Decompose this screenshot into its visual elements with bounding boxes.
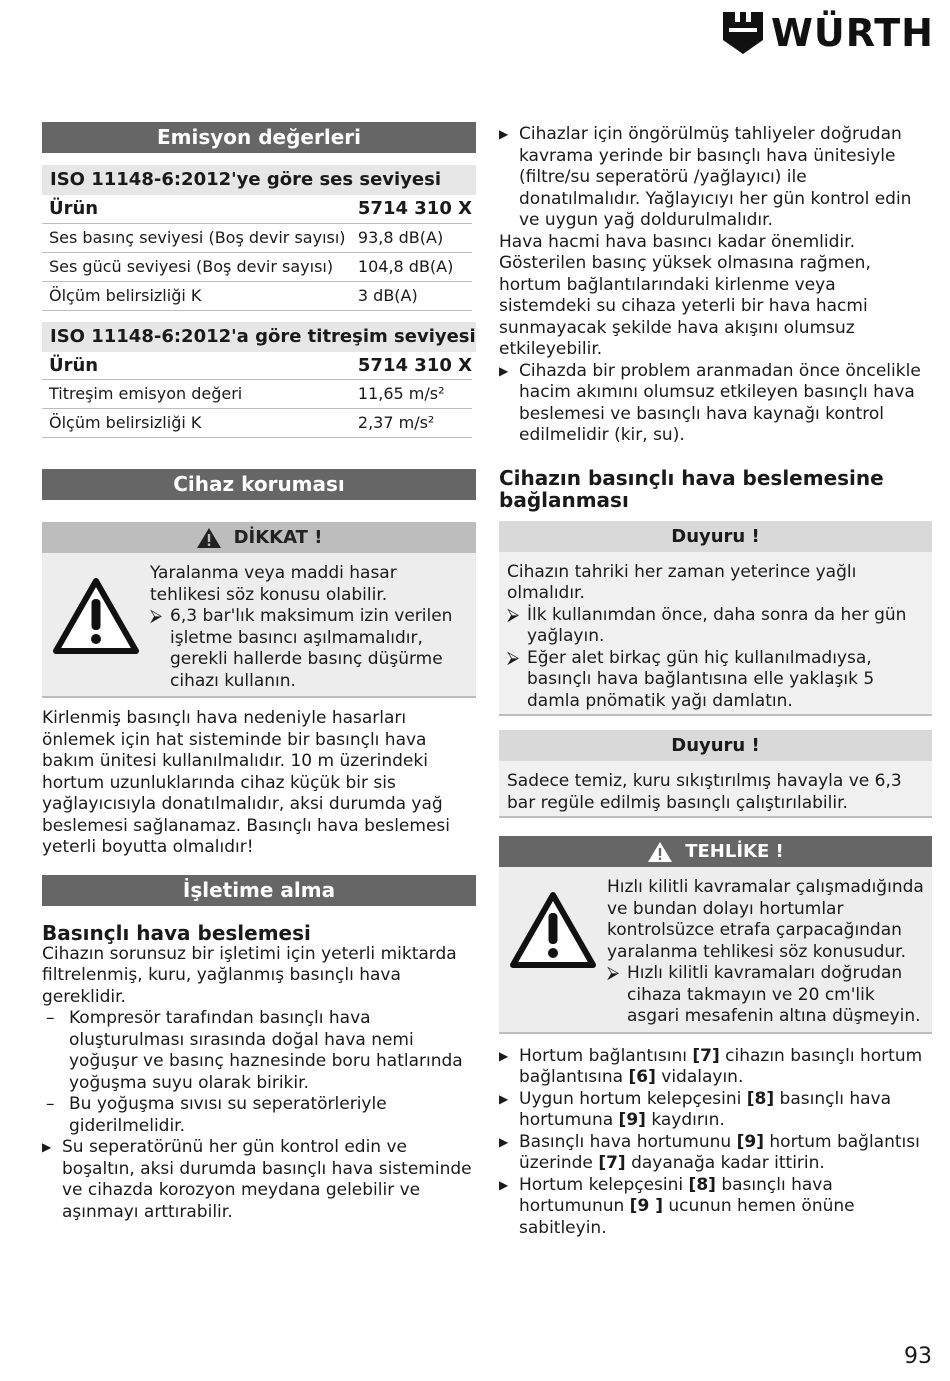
notice-text: Cihazın tahriki her zaman yeterince yağlı olmalıdır. [507, 561, 857, 603]
triangle-bullet-icon: ▶ [499, 363, 509, 378]
brand-name: WÜRTH [770, 11, 934, 55]
chevron-right-icon: ⮚ [507, 604, 520, 625]
notice-header: Duyuru ! [499, 521, 932, 552]
triangle-bullet-icon: ▶ [499, 1134, 509, 1149]
startup-section-title: İşletime alma [42, 875, 476, 906]
dash-marker: – [46, 1008, 55, 1028]
arrow-item-text: Cihazlar için öngörülmüş tahliyeler doğrudan kavrama yerinde bir basınçlı hava ünitesiyle (filtre/su seperatörü /yağlayıcı) ile donatılmalıdır. Yağlayıcıyı her gün kontrol edin ve uygun yağ doldurulmalıdır. [519, 124, 912, 230]
wurth-logo-icon [723, 12, 763, 54]
chevron-right-icon: ⮚ [607, 963, 620, 983]
step-text: Basınçlı hava hortumunu [9] hortum bağlantısı üzerinde [7] dayanağa kadar ittirin. [519, 1131, 920, 1173]
chevron-right-icon: ⮚ [150, 606, 163, 626]
steps-list [499, 1046, 932, 1240]
danger-item: Hızlı kilitli kavramaları doğrudan cihaza takmayın ve 20 cm'lik asgari mesafenin altına düşmeyin. [627, 963, 921, 1026]
triangle-bullet-icon: ▶ [42, 1140, 52, 1154]
step-text: Uygun hortum kelepçesini [8] basınçlı hava hortumuna [9] kaydırın. [519, 1088, 891, 1130]
row-value: 3 dB(A) [354, 281, 472, 310]
protection-paragraph: Kirlenmiş basınçlı hava nedeniyle hasarları önlemek için hat sisteminde bir basınçlı hava bakım ünitesi kullanılmalıdır. 10 m üzerindeki hortum uzunluklarında cihaz küçük bir sis yağlayıcısıyla donatılmalıdır, aksi durumda yağ beslemesi sağlanamaz. Basınçlı hava beslemesi yeterli boyutta olmalıdır! [42, 708, 450, 857]
list-item [150, 606, 470, 692]
table-row [42, 223, 472, 252]
product-value: 5714 310 X [354, 352, 472, 380]
list-item [499, 124, 932, 232]
list-item [507, 605, 924, 648]
list-item [499, 1089, 932, 1132]
danger-body [499, 867, 932, 1034]
row-value: 104,8 dB(A) [354, 252, 472, 281]
air-supply-intro: Cihazın sorunsuz bir işletimi için yeterli miktarda filtrelenmiş, kuru, yağlanmış basınçlı hava gereklidir. [42, 943, 457, 1007]
row-value: 11,65 m/s² [354, 380, 472, 409]
list-item [499, 1132, 932, 1175]
warning-sign-icon [52, 577, 140, 655]
notice-text: Sadece temiz, kuru sıkıştırılmış havayla ve 6,3 bar regüle edilmiş basınçlı çalıştırılabilir. [507, 771, 902, 813]
dash-item-text: Bu yoğuşma sıvısı su seperatörleriyle giderilmelidir. [69, 1094, 387, 1136]
caution-text [150, 563, 476, 692]
device-protection-title: Cihaz koruması [42, 469, 476, 500]
row-label: Ses basınç seviyesi (Boş devir sayısı) [42, 223, 354, 252]
notice-item: Eğer alet birkaç gün hiç kullanılmadıysa, basınçlı hava bağlantısına elle yaklaşık 5 damla pnömatik yağı damlatın. [527, 647, 875, 711]
danger-label: TEHLİKE ! [685, 840, 784, 862]
triangle-bullet-icon: ▶ [499, 1091, 509, 1106]
notice-header: Duyuru ! [499, 730, 932, 761]
page-number: 93 [904, 1343, 932, 1369]
brand-logo [723, 12, 934, 54]
vibration-level-table [42, 352, 472, 439]
product-label: Ürün [42, 195, 354, 223]
caution-header [42, 522, 476, 553]
arrow-item-text: Cihazda bir problem aranmadan önce öncelikle hacim akımını olumsuz etkileyen basınçlı hava beslemesi ve basınçlı hava kaynağı kontrol edilmelidir (kir, su). [519, 360, 921, 445]
caution-icon-wrap [42, 563, 150, 692]
dash-marker: – [46, 1094, 55, 1114]
air-volume-paragraph: Hava hacmi hava basıncı kadar önemlidir. Gösterilen basınç yüksek olmasına rağmen, hortum bağlantılarındaki kirlenme veya sistemdeki su cihaza yeterli bir hava hacmi sunmayacak şekilde hava akışını olumsuz etkileyebilir. [499, 231, 871, 359]
caution-intro: Yaralanma veya maddi hasar tehlikesi söz konusu olabilir. [150, 563, 397, 605]
list-item [499, 361, 932, 447]
list-item [499, 1046, 932, 1089]
sound-level-heading: ISO 11148-6:2012'ye göre ses seviyesi [42, 165, 476, 195]
danger-text [607, 877, 932, 1028]
arrow-item-text: Su seperatörünü her gün kontrol edin ve boşaltın, aksi durumda basınçlı hava sisteminde ve cihazda korozyon meydana gelebilir ve aşınmayı arttırabilir. [62, 1137, 472, 1222]
right-column [499, 124, 932, 1239]
row-label: Ölçüm belirsizliği K [42, 409, 354, 438]
table-row [42, 380, 472, 409]
notice-item: İlk kullanımdan önce, daha sonra da her gün yağlayın. [527, 604, 907, 646]
row-label: Ölçüm belirsizliği K [42, 281, 354, 310]
step-text: Hortum bağlantısını [7] cihazın basınçlı hortum bağlantısına [6] vidalayın. [519, 1045, 923, 1087]
triangle-bullet-icon: ▶ [499, 1048, 509, 1063]
triangle-bullet-icon: ▶ [499, 1177, 509, 1192]
list-item [607, 963, 926, 1028]
row-label: Titreşim emisyon değeri [42, 380, 354, 409]
warning-triangle-icon [647, 841, 673, 863]
warning-sign-icon [509, 891, 597, 969]
table-row [42, 352, 472, 380]
list-item [42, 1137, 476, 1223]
triangle-bullet-icon: ▶ [499, 127, 509, 141]
list-item [507, 648, 924, 713]
warning-triangle-icon [196, 527, 222, 549]
caution-item: 6,3 bar'lık maksimum izin verilen işletme basıncı aşılmamalıdır, gerekli hallerde basınç düşürme cihazı kullanın. [170, 606, 453, 691]
notice-body [499, 552, 932, 717]
list-item [42, 1094, 476, 1137]
left-column [42, 122, 476, 1223]
row-value: 2,37 m/s² [354, 409, 472, 438]
row-value: 93,8 dB(A) [354, 223, 472, 252]
row-label: Ses gücü seviyesi (Boş devir sayısı) [42, 252, 354, 281]
emission-section-title: Emisyon değerleri [42, 122, 476, 153]
air-supply-heading: Basınçlı hava beslemesi [42, 920, 311, 945]
table-row [42, 195, 472, 223]
product-value: 5714 310 X [354, 195, 472, 223]
table-row [42, 409, 472, 438]
table-row [42, 281, 472, 310]
dash-item-text: Kompresör tarafından basınçlı hava oluşturulması sırasında doğal hava nemi yoğuşur ve basınç haznesinde boru hatlarında yoğuşma suyu olarak birikir. [69, 1008, 463, 1093]
caution-body [42, 553, 476, 698]
table-row [42, 252, 472, 281]
list-item [42, 1008, 476, 1094]
caution-label: DİKKAT ! [233, 526, 323, 548]
danger-intro: Hızlı kilitli kavramalar çalışmadığında ve bundan dolayı hortumlar kontrolsüzce etrafa çarpacağından yaralanma tehlikesi söz konusudur. [607, 877, 924, 962]
notice-body [499, 761, 932, 818]
chevron-right-icon: ⮚ [507, 647, 520, 668]
product-label: Ürün [42, 352, 354, 380]
danger-icon-wrap [499, 877, 607, 1028]
list-item [499, 1175, 932, 1240]
sound-level-table [42, 195, 472, 311]
connection-heading: Cihazın basınçlı hava beslemesine bağlanması [499, 465, 884, 512]
step-text: Hortum kelepçesini [8] basınçlı hava hortumunun [9 ] ucunun hemen önüne sabitleyin. [519, 1174, 855, 1238]
vibration-level-heading: ISO 11148-6:2012'a göre titreşim seviyesi [42, 322, 476, 352]
danger-header [499, 836, 932, 867]
